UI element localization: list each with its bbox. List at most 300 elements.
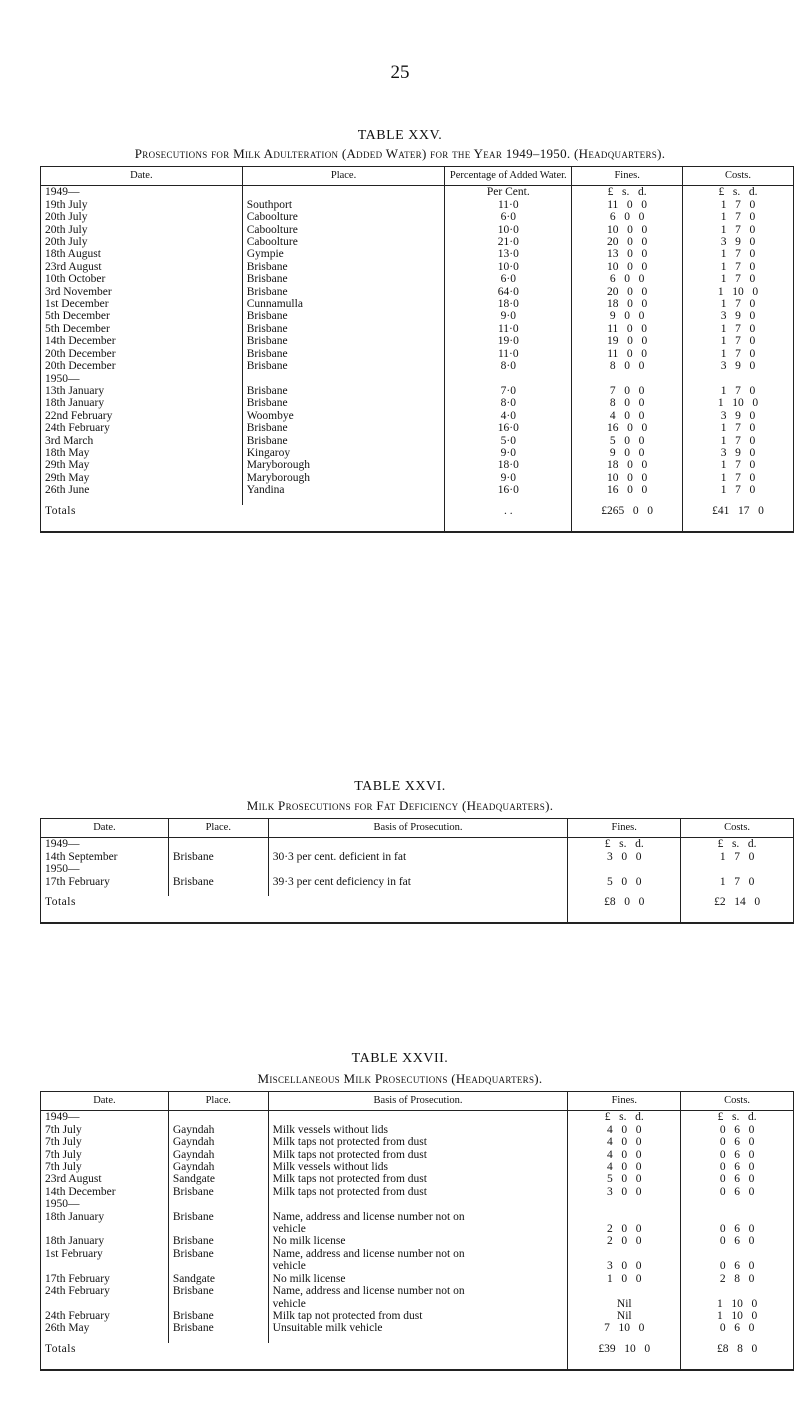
pct-cell — [445, 286, 572, 298]
cost-cell-text: 1 10 0 — [716, 1309, 758, 1322]
date-cell — [41, 1248, 169, 1273]
table-row — [41, 1248, 794, 1273]
place-cell — [168, 1124, 268, 1136]
year-label — [41, 1111, 169, 1124]
fine-cell — [572, 261, 683, 273]
fine-cell — [572, 397, 683, 409]
fine-cell — [572, 447, 683, 459]
table-row — [41, 1310, 794, 1322]
col-header-fines: Fines. — [572, 167, 683, 186]
pct-cell — [445, 410, 572, 422]
fine-cell — [568, 1136, 681, 1148]
place-cell-text: Brisbane — [246, 347, 288, 360]
place-cell — [168, 1111, 268, 1124]
basis-cell — [268, 851, 568, 863]
fine-cell-text: 4 0 0 — [607, 1136, 642, 1149]
place-cell-text: Brisbane — [246, 285, 288, 298]
year-row — [41, 1198, 794, 1210]
pct-cell — [445, 435, 572, 447]
basis-cell — [268, 1310, 568, 1322]
table-row — [41, 410, 794, 422]
fine-cell — [568, 1273, 681, 1285]
date-cell-text: 24th February — [45, 422, 110, 435]
date-cell-text: 18th August — [45, 248, 101, 261]
place-cell — [242, 298, 445, 310]
cost-cell — [681, 1235, 794, 1247]
table-xxvii-subtitle: Miscellaneous Milk Prosecutions (Headquarters). — [257, 1071, 543, 1086]
cost-cell-text: 1 7 0 — [720, 471, 756, 484]
spacer-cell — [168, 1335, 268, 1343]
pct-cell-text: 10·0 — [497, 260, 519, 273]
pct-cell-text: 10·0 — [497, 223, 519, 236]
col-header-percentage: Percentage of Added Water. — [445, 167, 572, 186]
place-cell — [242, 186, 445, 199]
col-header-fines: Fines. — [568, 1092, 681, 1111]
date-cell-text: 13th January — [45, 384, 105, 397]
table-row — [41, 1211, 794, 1236]
cost-cell — [683, 323, 794, 335]
year-label-text: 1949— — [45, 838, 80, 851]
fine-cell-text: 16 0 0 — [607, 422, 648, 435]
date-cell — [41, 484, 243, 496]
col-header-date: Date. — [41, 1092, 169, 1111]
year-label — [41, 863, 169, 875]
fine-cell-text: 5 0 0 — [609, 434, 645, 447]
cost-cell — [683, 224, 794, 236]
place-cell-text: Gympie — [246, 248, 284, 261]
date-cell — [41, 286, 243, 298]
date-cell — [41, 1235, 169, 1247]
fine-cell-text: 18 0 0 — [607, 298, 648, 311]
totals-pct — [445, 505, 572, 532]
fine-cell-text: 8 0 0 — [609, 397, 645, 410]
place-cell-text: Caboolture — [246, 236, 298, 249]
basis-cell-text: Milk taps not protected from dust — [272, 1136, 427, 1149]
fine-cell — [572, 323, 683, 335]
pct-cell — [445, 261, 572, 273]
table-row — [41, 1136, 794, 1148]
cost-cell — [683, 435, 794, 447]
table-row — [41, 1322, 794, 1334]
fine-cell — [568, 876, 681, 888]
fine-cell — [572, 310, 683, 322]
fine-cell — [568, 851, 681, 863]
year-label-text: 1949— — [45, 1111, 80, 1124]
date-cell-text: 5th December — [45, 310, 110, 323]
date-cell — [41, 1211, 169, 1236]
cost-cell — [683, 385, 794, 397]
fine-cell-text: 3 0 0 — [606, 850, 642, 863]
place-cell — [242, 248, 445, 260]
place-cell — [242, 224, 445, 236]
date-cell-text: 20th July — [45, 236, 88, 249]
date-cell — [41, 1273, 169, 1285]
pct-cell-text: 9·0 — [500, 471, 516, 484]
cost-cell-text: 0 6 0 — [719, 1185, 755, 1198]
cost-cell — [683, 248, 794, 260]
year-label-text: 1950— — [45, 372, 80, 385]
table-row — [41, 876, 794, 888]
place-cell — [242, 447, 445, 459]
place-cell — [168, 1173, 268, 1185]
pct-cell — [445, 273, 572, 285]
col-header-place: Place. — [168, 819, 268, 838]
basis-cell — [268, 1173, 568, 1185]
date-cell-text: 18th January — [45, 1235, 105, 1248]
cost-cell-text: 1 7 0 — [720, 211, 756, 224]
table-row — [41, 1161, 794, 1173]
fine-cell-text: 9 0 0 — [609, 446, 645, 459]
pct-cell — [445, 472, 572, 484]
place-cell-text: Brisbane — [172, 1185, 214, 1198]
table-row — [41, 1285, 794, 1310]
fine-cell-text: 6 0 0 — [609, 211, 645, 224]
totals-label-text: Totals — [45, 504, 76, 517]
fine-cell-text: 20 0 0 — [607, 285, 648, 298]
totals-cost — [681, 1343, 794, 1370]
cost-cell — [681, 1124, 794, 1136]
totals-label-text: Totals — [45, 896, 76, 909]
basis-cell — [268, 1149, 568, 1161]
spacer-cell — [572, 497, 683, 505]
date-cell-text: 23rd August — [45, 1173, 102, 1186]
pct-cell — [445, 323, 572, 335]
spacer-cell — [168, 888, 268, 896]
year-label — [41, 186, 243, 199]
basis-cell-text: Name, address and license number not on — [272, 1247, 465, 1260]
totals-fine-text: £265 0 0 — [601, 504, 654, 517]
table-xxvi-subtitle: Milk Prosecutions for Fat Deficiency (Headquarters). — [246, 798, 554, 813]
cost-cell-text: 0 6 0 — [719, 1260, 755, 1273]
spacer-cell — [268, 888, 568, 896]
table-row — [41, 348, 794, 360]
date-cell-text: 20th July — [45, 223, 88, 236]
date-cell — [41, 1136, 169, 1148]
cost-cell — [681, 1273, 794, 1285]
spacer-cell — [568, 1335, 681, 1343]
cost-cell — [683, 286, 794, 298]
table-row — [41, 310, 794, 322]
cost-cell-text: 1 7 0 — [720, 248, 756, 261]
cost-cell-text: 1 7 0 — [720, 223, 756, 236]
unit-row — [41, 1111, 794, 1124]
cost-cell — [683, 360, 794, 372]
fine-cell-text: 13 0 0 — [607, 248, 648, 261]
table-row — [41, 199, 794, 211]
basis-cell-text: 39·3 per cent deficiency in fat — [272, 875, 411, 888]
fine-cell-text: 10 0 0 — [607, 260, 648, 273]
pct-cell — [445, 310, 572, 322]
place-cell — [168, 863, 268, 875]
date-cell-text: 29th May — [45, 471, 90, 484]
place-cell-text: Brisbane — [172, 1309, 214, 1322]
fine-cell — [568, 1161, 681, 1173]
fine-cell — [572, 298, 683, 310]
place-cell-text: Brisbane — [246, 273, 288, 286]
basis-cell — [268, 1211, 568, 1236]
fines-unit-text: £ s. d. — [604, 838, 644, 851]
cost-cell-text: 0 6 0 — [719, 1322, 755, 1335]
place-cell-text: Woombye — [246, 409, 294, 422]
date-cell-text: 7th July — [45, 1161, 82, 1174]
basis-cell — [268, 1198, 568, 1210]
basis-cell-text: Name, address and license number not on — [272, 1285, 465, 1298]
place-cell-text: Brisbane — [172, 875, 214, 888]
fine-cell-text: 4 0 0 — [607, 1123, 642, 1136]
spacer-row — [41, 1335, 794, 1343]
cost-cell — [683, 261, 794, 273]
fines-unit-text: £ s. d. — [604, 1111, 644, 1124]
place-cell — [168, 1235, 268, 1247]
cost-cell-text: 3 9 0 — [720, 446, 756, 459]
cost-cell — [681, 851, 794, 863]
fine-cell — [568, 1310, 681, 1322]
totals-fine-text: £8 0 0 — [604, 896, 645, 909]
place-cell-text: Brisbane — [246, 360, 288, 373]
basis-cell-text: Milk taps not protected from dust — [272, 1173, 427, 1186]
date-cell-text: 22nd February — [45, 409, 113, 422]
pct-cell-text: 6·0 — [500, 211, 516, 224]
pct-cell-text: 16·0 — [497, 484, 519, 497]
table-row — [41, 211, 794, 223]
basis-cell-text: No milk license — [272, 1272, 346, 1285]
cost-cell-text: 1 10 0 — [717, 397, 759, 410]
date-cell-text: 1st February — [45, 1247, 103, 1260]
pct-cell — [445, 298, 572, 310]
pct-cell — [445, 348, 572, 360]
cost-cell-text: 3 9 0 — [720, 310, 756, 323]
table-row — [41, 224, 794, 236]
pct-cell-text: 21·0 — [497, 236, 519, 249]
pct-cell — [445, 385, 572, 397]
cost-cell-text: 1 7 0 — [720, 273, 756, 286]
place-cell — [168, 1136, 268, 1148]
basis-cell-text: Milk taps not protected from dust — [272, 1185, 427, 1198]
fine-cell — [572, 422, 683, 434]
spacer-cell — [242, 497, 445, 505]
fine-cell-text: 8 0 0 — [609, 360, 645, 373]
basis-cell — [268, 1248, 568, 1273]
cost-cell-text: 3 9 0 — [720, 360, 756, 373]
fine-cell-text: 7 10 0 — [604, 1322, 645, 1335]
table-row — [41, 851, 794, 863]
place-cell-text: Brisbane — [172, 1235, 214, 1248]
fine-cell — [568, 1149, 681, 1161]
date-cell — [41, 447, 243, 459]
totals-pct-text: . . — [503, 504, 513, 517]
cost-cell-text: 1 7 0 — [720, 434, 756, 447]
fine-cell-text: 11 0 0 — [607, 347, 648, 360]
fine-cell-text: 4 0 0 — [607, 1148, 642, 1161]
pct-cell — [445, 447, 572, 459]
spacer-row — [41, 497, 794, 505]
date-cell-text: 23rd August — [45, 260, 102, 273]
pct-cell-text: 11·0 — [497, 322, 519, 335]
table-row — [41, 1235, 794, 1247]
pct-cell-text: 13·0 — [497, 248, 519, 261]
table-row — [41, 236, 794, 248]
fines-unit — [568, 838, 681, 851]
date-cell-text: 29th May — [45, 459, 90, 472]
date-cell — [41, 422, 243, 434]
date-cell-text: 18th January — [45, 1210, 105, 1223]
fine-cell — [572, 459, 683, 471]
place-cell-text: Gayndah — [172, 1123, 215, 1136]
date-cell-text: 14th December — [45, 335, 116, 348]
place-cell-text: Sandgate — [172, 1173, 215, 1186]
spacer-cell — [445, 497, 572, 505]
fine-cell-text: 3 0 0 — [607, 1185, 642, 1198]
cost-cell-text: 0 6 0 — [719, 1148, 755, 1161]
place-cell — [242, 373, 445, 385]
pct-cell-text: 8·0 — [500, 360, 516, 373]
basis-cell-text-line2: vehicle — [272, 1297, 306, 1310]
cost-cell-text: 3 9 0 — [720, 409, 756, 422]
table-row — [41, 385, 794, 397]
cost-cell-text: 1 7 0 — [719, 875, 755, 888]
pct-cell-text: 4·0 — [500, 409, 516, 422]
place-cell — [242, 236, 445, 248]
date-cell-text: 14th December — [45, 1185, 116, 1198]
cost-cell — [681, 1198, 794, 1210]
table-row — [41, 447, 794, 459]
totals-fine — [572, 505, 683, 532]
fine-cell — [568, 1124, 681, 1136]
date-cell — [41, 1161, 169, 1173]
spacer-cell — [683, 497, 794, 505]
cost-cell — [683, 298, 794, 310]
basis-cell — [268, 1124, 568, 1136]
totals-row — [41, 896, 794, 923]
fine-cell-text: 11 0 0 — [607, 322, 648, 335]
date-cell — [41, 459, 243, 471]
pct-cell-text: 19·0 — [497, 335, 519, 348]
table-row — [41, 472, 794, 484]
table-row — [41, 323, 794, 335]
table-row — [41, 248, 794, 260]
date-cell-text: 14th September — [45, 850, 118, 863]
col-header-fines: Fines. — [568, 819, 681, 838]
date-cell — [41, 211, 243, 223]
basis-cell-text: Milk tap not protected from dust — [272, 1309, 423, 1322]
unit-row — [41, 838, 794, 851]
cost-cell — [681, 1173, 794, 1185]
date-cell-text: 20th December — [45, 360, 116, 373]
spacer-cell — [41, 1335, 169, 1343]
place-cell — [242, 397, 445, 409]
date-cell — [41, 1310, 169, 1322]
cost-cell-text: 0 6 0 — [719, 1136, 755, 1149]
place-cell — [168, 1285, 268, 1310]
costs-unit-text: £ s. d. — [717, 838, 757, 851]
basis-cell-text-line2: vehicle — [272, 1223, 306, 1236]
table-xxvi — [40, 818, 794, 924]
date-cell — [41, 335, 243, 347]
pct-cell — [445, 335, 572, 347]
costs-unit — [683, 186, 794, 199]
cost-cell — [683, 236, 794, 248]
place-cell — [242, 422, 445, 434]
date-cell-text: 17th February — [45, 1272, 110, 1285]
cost-cell-text: 1 10 0 — [717, 285, 759, 298]
place-cell — [168, 1198, 268, 1210]
date-cell-text: 24th February — [45, 1285, 110, 1298]
fine-cell — [572, 248, 683, 260]
cost-cell — [681, 1285, 794, 1310]
basis-cell — [268, 1322, 568, 1334]
year-label-text: 1950— — [45, 863, 80, 876]
pct-cell — [445, 199, 572, 211]
basis-cell — [268, 1111, 568, 1124]
basis-cell — [268, 1235, 568, 1247]
fine-cell — [568, 1173, 681, 1185]
table-xxv-body — [41, 186, 794, 532]
date-cell-text: 18th January — [45, 397, 105, 410]
basis-cell-text: No milk license — [272, 1235, 346, 1248]
date-cell — [41, 1149, 169, 1161]
date-cell — [41, 348, 243, 360]
totals-label — [41, 896, 568, 923]
date-cell-text: 5th December — [45, 322, 110, 335]
date-cell-text: 10th October — [45, 273, 106, 286]
page-number: 25 — [390, 62, 410, 83]
place-cell-text: Sandgate — [172, 1272, 215, 1285]
pct-unit — [445, 186, 572, 199]
basis-cell-text: Milk vessels without lids — [272, 1123, 388, 1136]
place-cell-text: Brisbane — [246, 397, 288, 410]
basis-cell-text: 30·3 per cent. deficient in fat — [272, 850, 407, 863]
fine-cell-text: Nil — [616, 1309, 632, 1322]
date-cell — [41, 1322, 169, 1334]
cost-cell-text: 1 7 0 — [720, 422, 756, 435]
fine-cell — [572, 236, 683, 248]
cost-cell — [683, 310, 794, 322]
pct-cell-text: 7·0 — [500, 384, 516, 397]
basis-cell — [268, 1273, 568, 1285]
fine-cell — [572, 211, 683, 223]
date-cell — [41, 273, 243, 285]
place-cell — [242, 335, 445, 347]
date-cell-text: 7th July — [45, 1136, 82, 1149]
table-row — [41, 261, 794, 273]
date-cell-text: 3rd November — [45, 285, 112, 298]
date-cell — [41, 1186, 169, 1198]
place-cell-text: Gayndah — [172, 1161, 215, 1174]
place-cell-text: Brisbane — [246, 335, 288, 348]
cost-cell-text: 1 7 0 — [720, 298, 756, 311]
pct-cell — [445, 211, 572, 223]
fine-cell — [572, 335, 683, 347]
place-cell — [242, 286, 445, 298]
date-cell-text: 17th February — [45, 875, 110, 888]
totals-row — [41, 505, 794, 532]
fine-cell-text: 10 0 0 — [607, 223, 648, 236]
place-cell-text: Brisbane — [172, 1322, 214, 1335]
year-label — [41, 838, 169, 851]
table-xxv — [40, 166, 794, 533]
fines-unit — [572, 186, 683, 199]
cost-cell-text: 1 7 0 — [720, 198, 756, 211]
basis-cell — [268, 838, 568, 851]
date-cell — [41, 199, 243, 211]
table-row — [41, 397, 794, 409]
cost-cell — [681, 1186, 794, 1198]
place-cell-text: Southport — [246, 198, 293, 211]
fine-cell — [568, 1235, 681, 1247]
pct-cell-text: 18·0 — [497, 298, 519, 311]
date-cell — [41, 236, 243, 248]
place-cell-text: Maryborough — [246, 459, 310, 472]
